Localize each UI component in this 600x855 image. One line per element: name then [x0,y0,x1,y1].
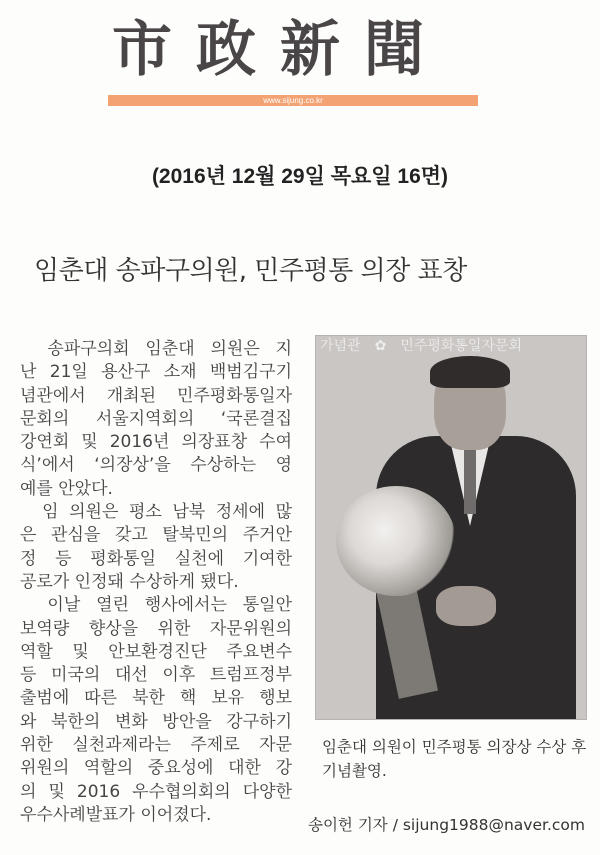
photo-hand [436,586,496,626]
article-photo [315,335,587,720]
body-line: 보역량 향상을 위한 자문위원의 [20,618,292,639]
date-line: (2016년 12월 29일 목요일 16면) [151,165,449,188]
body-line: 임 의원은 평소 남북 정세에 많 [20,502,292,523]
article-body [20,338,292,827]
photo-tie [464,444,476,514]
photo-backdrop-text: 가념관 ✿ 민주평화통일자문회 [320,338,523,354]
body-line: 역할 및 안보환경진단 주요변수 [20,641,292,662]
body-line: 우수사례발표가 이어졌다. [20,804,212,825]
masthead-url: www.sijung.co.kr [263,96,323,105]
body-line: 식’에서 ‘의장상’을 수상하는 영 [20,455,292,476]
masthead-logo: 市政新聞 [112,15,448,85]
byline: 송이헌 기자 / sijung1988@naver.com [307,816,585,834]
body-line: 공로가 인정돼 수상하게 됐다. [20,571,239,592]
body-line: 등 미국의 대선 이후 트럼프정부 [20,665,292,686]
body-line: 이날 열린 행사에서는 통일안 [20,595,292,616]
body-line: 위한 실천과제라는 주제로 자문 [20,735,292,756]
photo-hair [430,356,510,388]
body-line: 정 등 평화통일 실천에 기여한 [20,548,292,569]
photo-bouquet [336,486,456,596]
body-line: 은 관심을 갖고 탈북민의 주거안 [20,525,292,546]
body-line: 문회의 서울지역회의 ‘국론결집 [20,408,292,429]
body-line: 강연회 및 2016년 의장표창 수여 [20,432,292,453]
body-line: 념관에서 개최된 민주평화통일자 [20,385,292,406]
body-line: 위원의 역할의 중요성에 대한 강 [20,758,292,779]
body-line: 예를 안았다. [20,478,113,499]
article-headline: 임춘대 송파구의원, 민주평통 의장 표창 [34,256,467,286]
body-line: 난 21일 용산구 소재 백범김구기 [20,362,292,383]
body-line: 송파구의회 임춘대 의원은 지 [20,339,292,359]
photo-caption: 임춘대 의원이 민주평통 의장상 수상 후 기념촬영. [322,738,587,780]
body-line: 출범에 따른 북한 핵 보유 행보 [20,688,292,709]
body-line: 와 북한의 변화 방안을 강구하기 [20,711,292,732]
body-line: 의 및 2016 우수협의회의 다양한 [20,781,292,802]
